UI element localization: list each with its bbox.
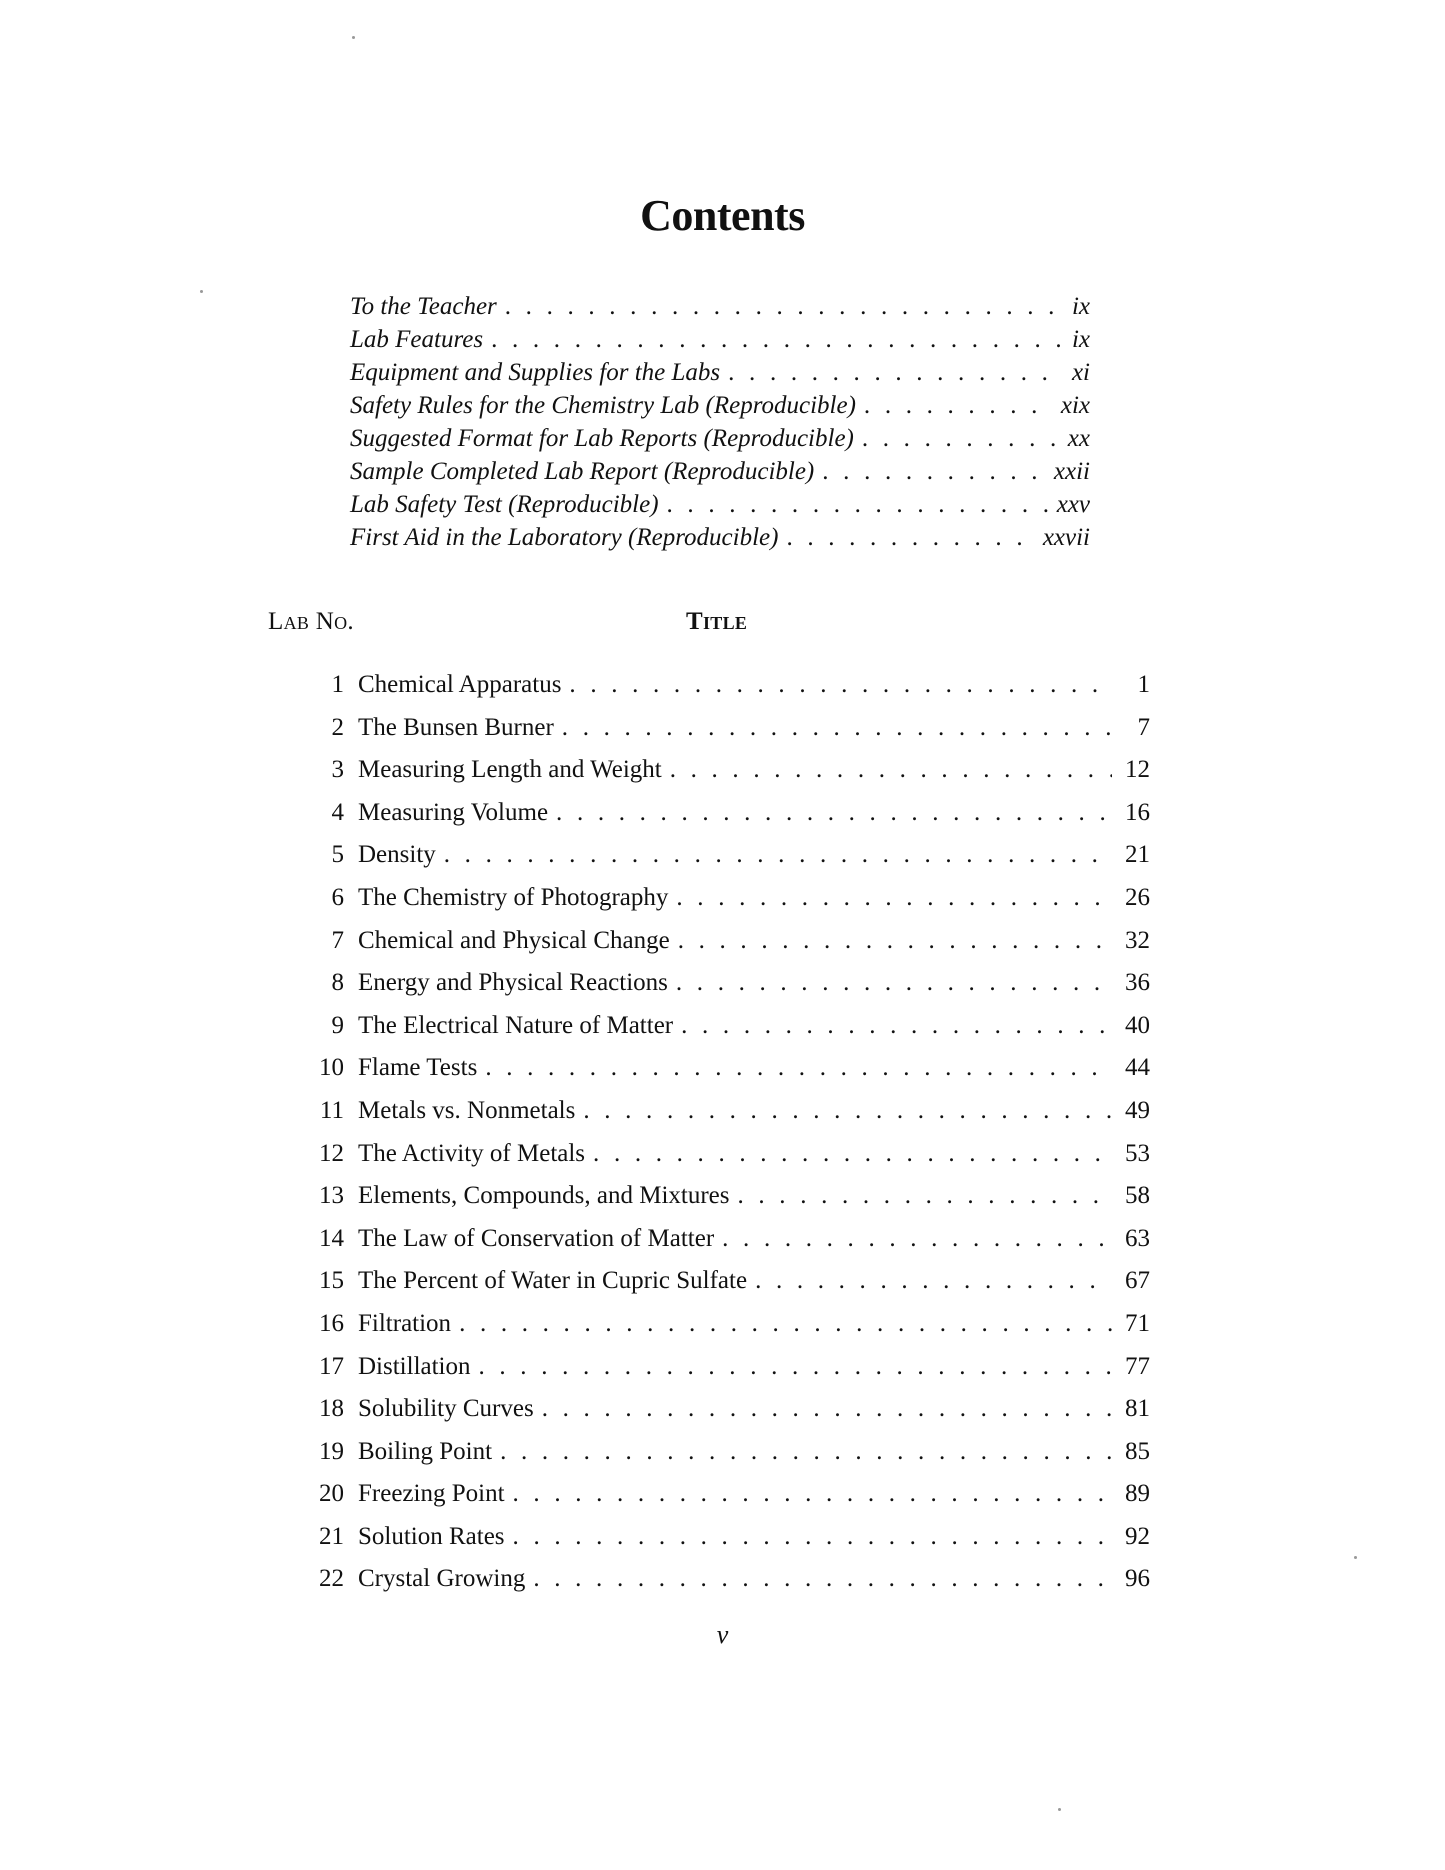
dot-leader [722, 1218, 1112, 1260]
dot-leader [500, 1431, 1112, 1473]
dot-leader [728, 356, 1064, 389]
lab-entry [300, 749, 1150, 792]
scan-speck [1354, 1556, 1357, 1559]
front-matter-item [350, 389, 1090, 422]
dot-leader [505, 290, 1064, 323]
lab-entry [300, 1005, 1150, 1048]
front-matter-page: xi [1071, 359, 1090, 386]
front-matter-item [350, 488, 1090, 521]
front-matter-item [350, 455, 1090, 488]
lab-no-header: Lab No. [268, 608, 354, 635]
dot-leader [562, 707, 1112, 749]
lab-page: 92 [1125, 1522, 1150, 1550]
lab-page: 77 [1125, 1352, 1150, 1380]
dot-leader [513, 1516, 1112, 1558]
lab-title: Density [358, 841, 436, 869]
lab-title: Boiling Point [358, 1437, 493, 1465]
dot-leader [670, 749, 1112, 791]
lab-title: The Activity of Metals [358, 1139, 586, 1167]
lab-title: The Bunsen Burner [358, 713, 554, 741]
lab-number: 14 [319, 1224, 344, 1252]
dot-leader [444, 834, 1112, 876]
lab-page: 49 [1125, 1096, 1150, 1124]
lab-number: 6 [331, 883, 344, 911]
dot-leader [681, 1005, 1112, 1047]
lab-entry [300, 962, 1150, 1005]
lab-number: 22 [319, 1565, 344, 1593]
lab-entry [300, 1175, 1150, 1218]
lab-list [300, 664, 1150, 1601]
lab-title: Flame Tests [358, 1054, 478, 1082]
dot-leader [533, 1558, 1112, 1600]
front-matter-label: Lab Features [350, 326, 484, 353]
lab-entry [300, 1346, 1150, 1389]
dot-leader [556, 792, 1112, 834]
dot-leader [593, 1133, 1112, 1175]
front-matter-page: ix [1071, 326, 1090, 353]
lab-entry [300, 1090, 1150, 1133]
lab-page: 63 [1125, 1224, 1150, 1252]
dot-leader [667, 488, 1049, 521]
dot-leader [569, 664, 1112, 706]
lab-number: 20 [319, 1480, 344, 1508]
lab-title: The Electrical Nature of Matter [358, 1011, 674, 1039]
lab-entry [300, 1431, 1150, 1474]
lab-number: 15 [319, 1267, 344, 1295]
lab-page: 89 [1125, 1480, 1150, 1508]
lab-number: 10 [319, 1054, 344, 1082]
lab-number: 9 [331, 1011, 344, 1039]
lab-number: 12 [319, 1139, 344, 1167]
lab-title: Solution Rates [358, 1522, 505, 1550]
front-matter-page: xxii [1053, 458, 1090, 485]
lab-page: 96 [1125, 1565, 1150, 1593]
dot-leader [485, 1047, 1112, 1089]
dot-leader [459, 1303, 1112, 1345]
lab-entry [300, 1473, 1150, 1516]
lab-entry [300, 1516, 1150, 1559]
front-matter-page: ix [1071, 293, 1090, 320]
front-matter-label: Sample Completed Lab Report (Reproducible) [350, 458, 815, 485]
dot-leader [864, 389, 1053, 422]
dot-leader [479, 1346, 1113, 1388]
front-matter-label: Suggested Format for Lab Reports (Reproducible) [350, 425, 854, 452]
column-headers [268, 608, 1168, 642]
lab-title: The Percent of Water in Cupric Sulfate [358, 1267, 748, 1295]
lab-number: 21 [319, 1522, 344, 1550]
dot-leader [542, 1388, 1112, 1430]
lab-entry [300, 1133, 1150, 1176]
front-matter-label: Lab Safety Test (Reproducible) [350, 491, 659, 518]
page-title: Contents [640, 191, 805, 240]
lab-page: 12 [1125, 756, 1150, 784]
lab-page: 1 [1137, 671, 1150, 698]
dot-leader [738, 1175, 1113, 1217]
lab-number: 11 [319, 1096, 344, 1124]
lab-title: Elements, Compounds, and Mixtures [358, 1182, 730, 1210]
lab-title: Filtration [358, 1309, 452, 1337]
front-matter-page: xxv [1056, 491, 1090, 518]
lab-title: Chemical and Physical Change [358, 926, 670, 954]
front-matter-item [350, 356, 1090, 389]
front-matter-list [350, 290, 1090, 554]
lab-title: Metals vs. Nonmetals [358, 1096, 576, 1124]
lab-page: 32 [1125, 926, 1150, 954]
dot-leader [676, 962, 1112, 1004]
lab-title: Solubility Curves [358, 1395, 534, 1423]
lab-entry [300, 707, 1150, 750]
lab-number: 19 [319, 1437, 344, 1465]
lab-number: 8 [331, 969, 344, 997]
lab-page: 58 [1125, 1182, 1150, 1210]
lab-number: 7 [331, 926, 344, 954]
lab-entry [300, 1388, 1150, 1431]
lab-title: Measuring Volume [358, 798, 549, 826]
lab-number: 5 [331, 841, 344, 869]
lab-entry [300, 1260, 1150, 1303]
lab-page: 85 [1125, 1437, 1150, 1465]
lab-title: Freezing Point [358, 1480, 505, 1508]
front-matter-page: xxvii [1042, 524, 1090, 551]
lab-number: 17 [319, 1352, 344, 1380]
front-matter-label: Safety Rules for the Chemistry Lab (Reproducible) [350, 392, 856, 419]
lab-entry [300, 834, 1150, 877]
lab-page: 53 [1125, 1139, 1150, 1167]
front-matter-item [350, 323, 1090, 356]
lab-entry [300, 1558, 1150, 1601]
dot-leader [822, 455, 1046, 488]
front-matter-page: xx [1067, 425, 1090, 452]
lab-page: 21 [1125, 841, 1150, 869]
lab-entry [300, 1047, 1150, 1090]
front-matter-item [350, 290, 1090, 323]
lab-number: 1 [331, 671, 344, 698]
lab-page: 81 [1125, 1395, 1150, 1423]
lab-title: Measuring Length and Weight [358, 756, 662, 784]
dot-leader [583, 1090, 1112, 1132]
lab-number: 16 [319, 1309, 344, 1337]
front-matter-label: First Aid in the Laboratory (Reproducible) [350, 524, 779, 551]
lab-number: 2 [331, 713, 344, 741]
lab-number: 4 [331, 798, 344, 826]
lab-number: 13 [319, 1182, 344, 1210]
scan-speck [200, 290, 203, 293]
lab-entry [300, 1303, 1150, 1346]
scan-speck [352, 36, 355, 39]
front-matter-label: Equipment and Supplies for the Labs [350, 359, 721, 386]
lab-page: 36 [1125, 969, 1150, 997]
lab-title: Energy and Physical Reactions [358, 969, 668, 997]
front-matter-page: xix [1060, 392, 1090, 419]
dot-leader [676, 877, 1112, 919]
dot-leader [786, 521, 1034, 554]
dot-leader [755, 1260, 1112, 1302]
lab-entry [300, 792, 1150, 835]
front-matter-item [350, 521, 1090, 554]
lab-title: Crystal Growing [358, 1565, 526, 1593]
lab-number: 18 [319, 1395, 344, 1423]
lab-entry [300, 1218, 1150, 1261]
lab-entry [300, 920, 1150, 963]
lab-number: 3 [331, 756, 344, 784]
lab-page: 7 [1137, 713, 1150, 741]
lab-page: 40 [1125, 1011, 1150, 1039]
front-matter-label: To the Teacher [350, 293, 497, 320]
scan-speck [1058, 1808, 1061, 1811]
dot-leader [513, 1473, 1112, 1515]
dot-leader [491, 323, 1064, 356]
title-header: Title [686, 608, 748, 635]
lab-entry [300, 664, 1150, 707]
lab-page: 44 [1125, 1054, 1150, 1082]
lab-title: Distillation [358, 1352, 471, 1380]
lab-title: The Law of Conservation of Matter [358, 1224, 715, 1252]
lab-page: 26 [1125, 883, 1150, 911]
dot-leader [678, 920, 1112, 962]
page-number: v [716, 1620, 729, 1649]
lab-title: Chemical Apparatus [358, 671, 562, 698]
lab-entry [300, 877, 1150, 920]
lab-page: 16 [1125, 798, 1150, 826]
front-matter-item [350, 422, 1090, 455]
dot-leader [862, 422, 1060, 455]
lab-title: The Chemistry of Photography [358, 883, 669, 911]
lab-page: 71 [1125, 1309, 1150, 1337]
lab-page: 67 [1125, 1267, 1150, 1295]
